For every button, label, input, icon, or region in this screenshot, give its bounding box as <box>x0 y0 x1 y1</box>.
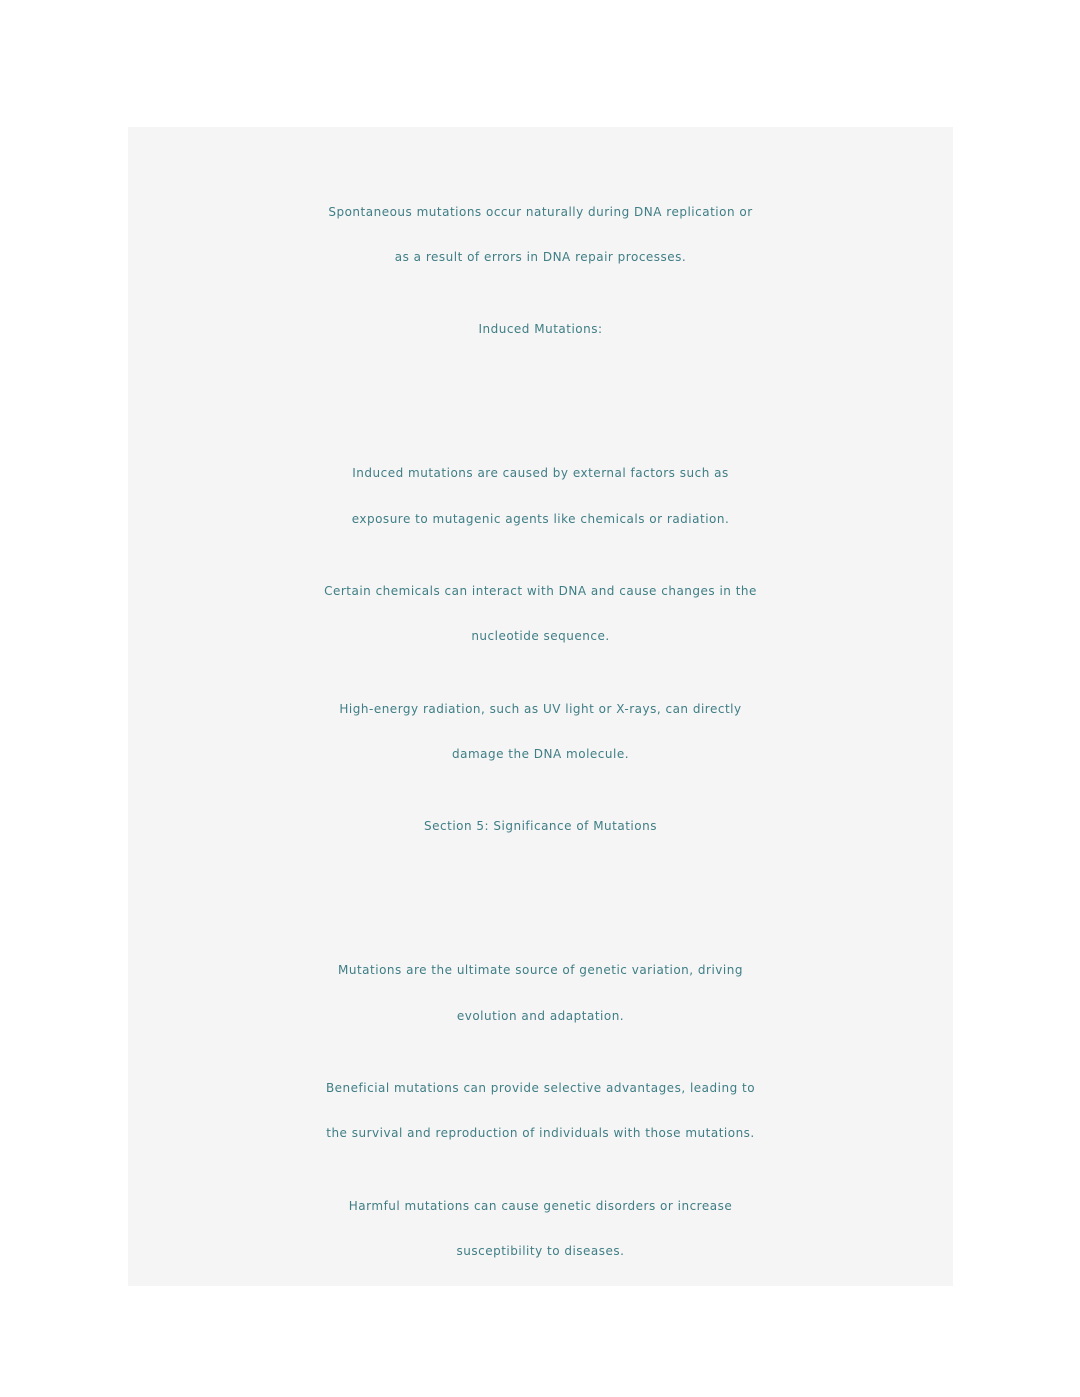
paragraph-spontaneous-line-1: Spontaneous mutations occur naturally during DNA replication or <box>328 205 753 219</box>
paragraph-chemicals-line-1: Certain chemicals can interact with DNA and cause changes in the <box>324 584 757 598</box>
paragraph-beneficial-line-1: Beneficial mutations can provide selective advantages, leading to <box>325 1081 756 1095</box>
paragraph-induced-line-1: Induced mutations are caused by external factors such as <box>352 466 729 480</box>
paragraph-radiation-line-2: damage the DNA molecule. <box>451 747 630 761</box>
paragraph-spontaneous-line-2: as a result of errors in DNA repair processes. <box>394 250 687 264</box>
heading-section-5: Section 5: Significance of Mutations <box>424 819 657 833</box>
paragraph-induced-line-2: exposure to mutagenic agents like chemicals or radiation. <box>351 512 730 526</box>
paragraph-radiation-line-1: High-energy radiation, such as UV light or X-rays, can directly <box>339 702 742 716</box>
paragraph-harmful-line-1: Harmful mutations can cause genetic disorders or increase <box>348 1199 733 1213</box>
paragraph-beneficial-line-2: the survival and reproduction of individuals with those mutations. <box>326 1126 755 1140</box>
content-card <box>128 127 953 1286</box>
paragraph-variation-line-1: Mutations are the ultimate source of genetic variation, driving <box>338 963 743 977</box>
heading-induced-mutations: Induced Mutations: <box>478 322 603 336</box>
paragraph-chemicals-line-2: nucleotide sequence. <box>471 629 610 643</box>
paragraph-variation-line-2: evolution and adaptation. <box>456 1009 625 1023</box>
paragraph-harmful-line-2: susceptibility to diseases. <box>456 1244 625 1258</box>
